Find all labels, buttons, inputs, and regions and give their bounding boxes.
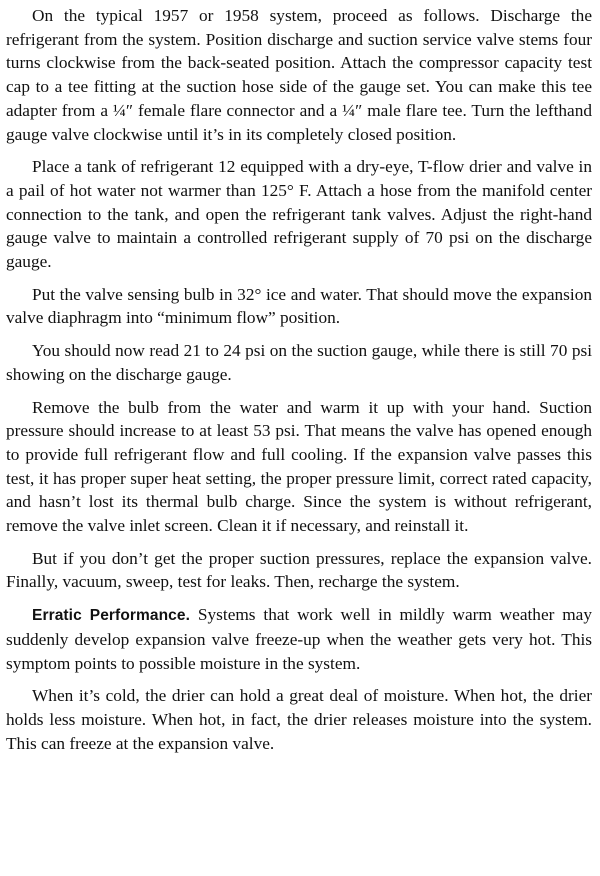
section-heading: Erratic Performance. (32, 607, 191, 625)
paragraph (6, 396, 592, 538)
paragraph-text: When it’s cold, the drier can hold a great deal of moisture. When hot, the drier holds less moisture. When hot, in fact, the drier releases moisture into the system. This can freeze at the expansion valve. (6, 686, 592, 753)
paragraph (6, 684, 592, 755)
paragraph (6, 547, 592, 594)
paragraph (6, 283, 592, 330)
paragraph-text: On the typical 1957 or 1958 system, proceed as follows. Discharge the refrigerant from the system. Position discharge and suction service valve stems four turns clockwise from the back-seated position. Attach the compressor capacity test cap to a tee fitting at the suction hose side of the gauge set. You can make this tee adapter from a ¼″ female flare connector and a ¼″ male flare tee. Turn the lefthand gauge valve clockwise until it’s in its completely closed position. (6, 6, 592, 144)
paragraph (6, 4, 592, 146)
paragraph (6, 339, 592, 386)
paragraph-text: Remove the bulb from the water and warm it up with your hand. Suction pressure should increase to at least 53 psi. That means the valve has opened enough to provide full refrigerant flow and full cooling. If the expansion valve passes this test, it has proper super heat setting, the proper pressure limit, correct rated capacity, and hasn’t lost its thermal bulb charge. Since the system is without refrigerant, remove the valve inlet screen. Clean it if necessary, and reinstall it. (6, 397, 592, 536)
paragraph (6, 155, 592, 274)
paragraph-text: Put the valve sensing bulb in 32° ice and water. That should move the expansion valve diaphragm into “minimum flow” position. (6, 284, 592, 328)
paragraph-text: You should now read 21 to 24 psi on the suction gauge, while there is still 70 psi showing on the discharge gauge. (6, 341, 592, 384)
paragraph-erratic-performance (6, 603, 592, 675)
paragraph-text: But if you don’t get the proper suction pressures, replace the expansion valve. Finally, vacuum, sweep, test for leaks. Then, recharge the system. (6, 548, 592, 592)
paragraph-text: Systems that work well in mildly warm weather may suddenly develop expansion valve freeze-up when the weather gets very hot. This symptom points to possible moisture in the system. (6, 605, 592, 673)
paragraph-text: Place a tank of refrigerant 12 equipped with a dry-eye, T-flow drier and valve in a pail of hot water not warmer than 125° F. Attach a hose from the manifold center connection to the tank, and open the refrigerant tank valves. Adjust the right-hand gauge valve to maintain a controlled refrigerant supply of 70 psi on the discharge gauge. (6, 157, 592, 272)
